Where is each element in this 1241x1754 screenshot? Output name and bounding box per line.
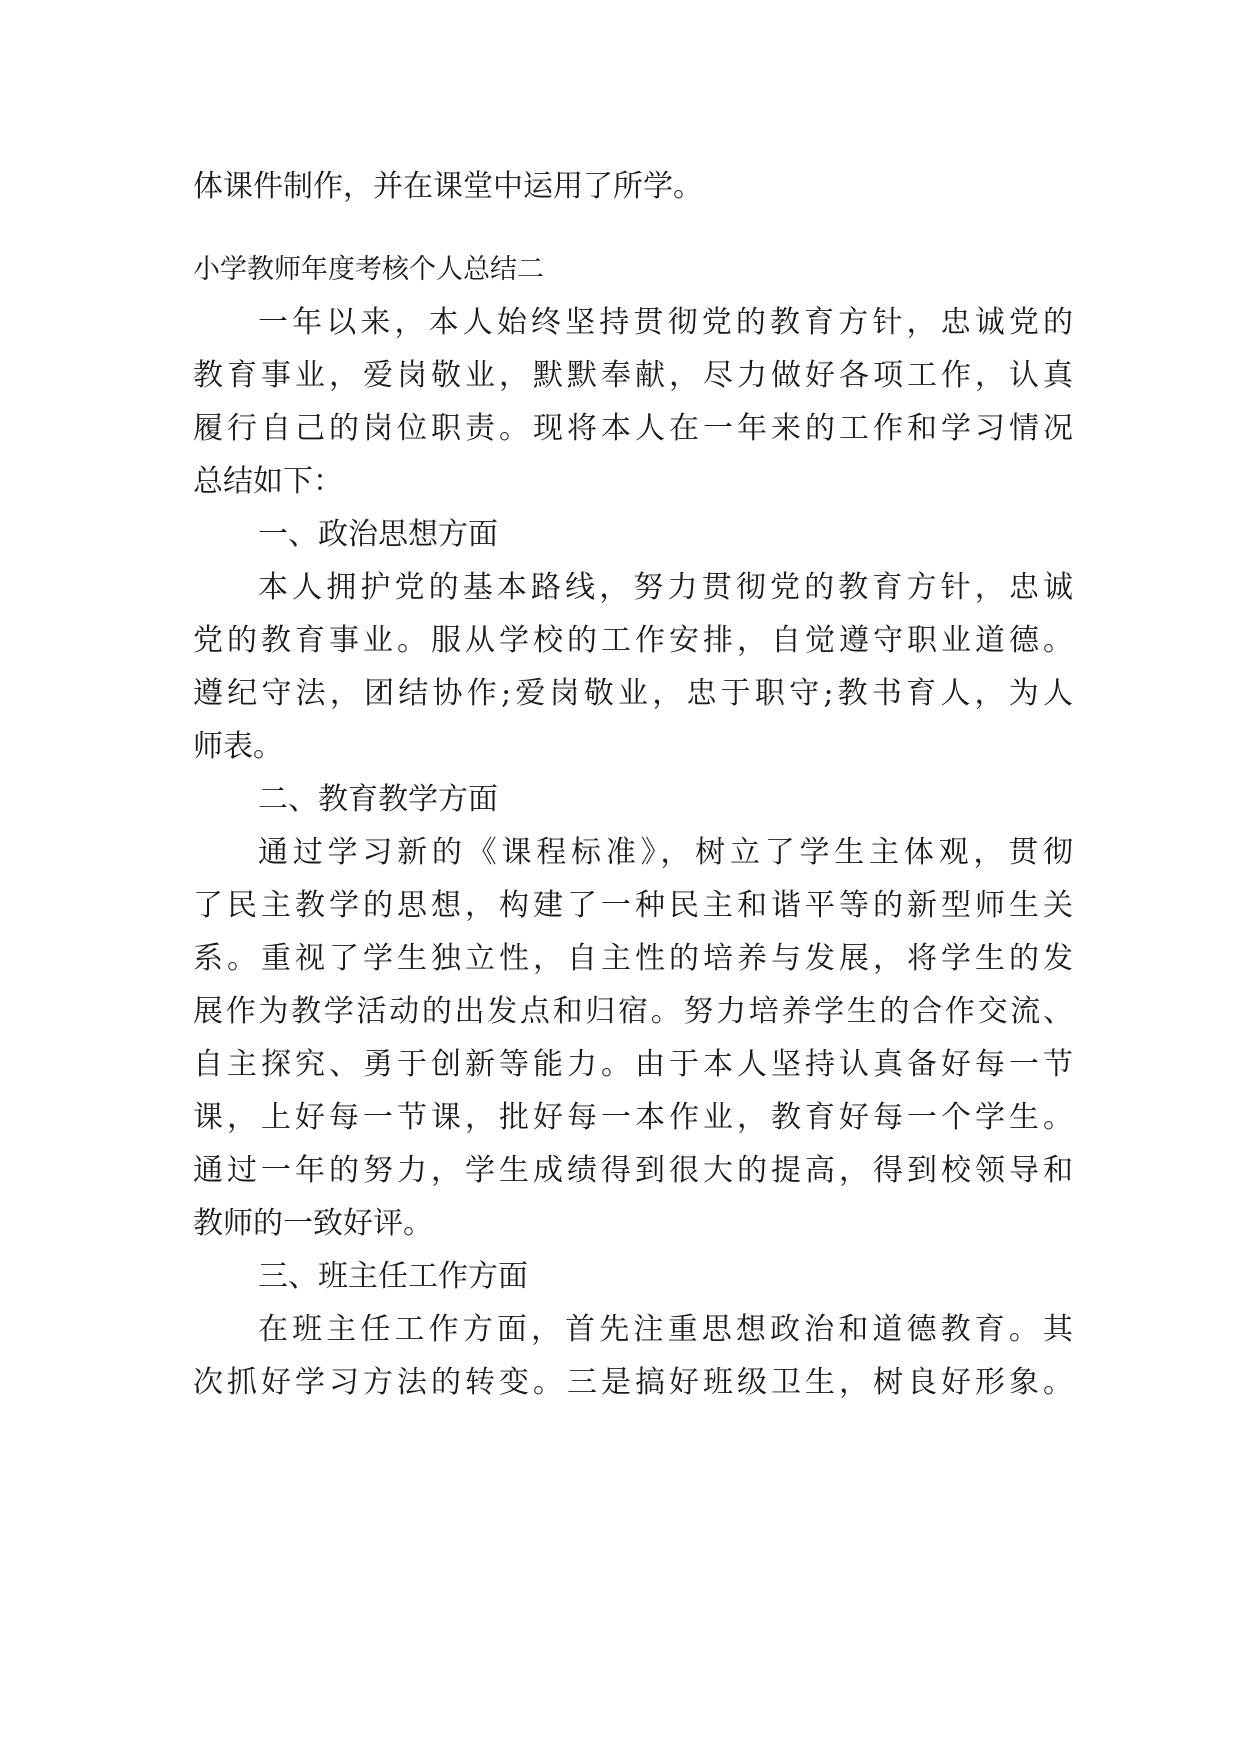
paragraph-line: 总结如下： — [193, 464, 343, 499]
paragraph-line: 系。重视了学生独立性，自主性的培养与发展，将学生的发 — [193, 941, 1073, 976]
paragraph-line: 党的教育事业。服从学校的工作安排，自觉遵守职业道德。 — [193, 623, 1073, 658]
paragraph-line: 通过学习新的《课程标准》，树立了学生主体观，贯彻 — [258, 835, 1073, 870]
continuation-text: 体课件制作，并在课堂中运用了所学。 — [193, 169, 703, 204]
paragraph-line: 本人拥护党的基本路线，努力贯彻党的教育方针，忠诚 — [258, 570, 1073, 605]
paragraph-line: 教师的一致好评。 — [193, 1206, 433, 1241]
paragraph-line: 履行自己的岗位职责。现将本人在一年来的工作和学习情况 — [193, 411, 1073, 446]
paragraph-line: 遵纪守法，团结协作;爱岗敬业，忠于职守;教书育人，为人 — [193, 676, 1073, 711]
paragraph-line: 在班主任工作方面，首先注重思想政治和道德教育。其 — [258, 1312, 1073, 1347]
paragraph-line: 一年以来，本人始终坚持贯彻党的教育方针，忠诚党的 — [258, 305, 1073, 340]
paragraph-line: 师表。 — [193, 729, 283, 764]
paragraph-line: 展作为教学活动的出发点和归宿。努力培养学生的合作交流、 — [193, 994, 1073, 1029]
subheading: 二、教育教学方面 — [258, 782, 498, 817]
paragraph-line: 次抓好学习方法的转变。三是搞好班级卫生，树良好形象。 — [193, 1365, 1073, 1400]
paragraph-line: 了民主教学的思想，构建了一种民主和谐平等的新型师生关 — [193, 888, 1073, 923]
subheading: 三、班主任工作方面 — [258, 1259, 528, 1294]
section-title: 小学教师年度考核个人总结二 — [193, 254, 544, 285]
paragraph-line: 自主探究、勇于创新等能力。由于本人坚持认真备好每一节 — [193, 1047, 1073, 1082]
subheading: 一、政治思想方面 — [258, 517, 498, 552]
paragraph-line: 教育事业，爱岗敬业，默默奉献，尽力做好各项工作，认真 — [193, 358, 1073, 393]
paragraph-line: 课，上好每一节课，批好每一本作业，教育好每一个学生。 — [193, 1100, 1073, 1135]
paragraph-line: 通过一年的努力，学生成绩得到很大的提高，得到校领导和 — [193, 1153, 1073, 1188]
